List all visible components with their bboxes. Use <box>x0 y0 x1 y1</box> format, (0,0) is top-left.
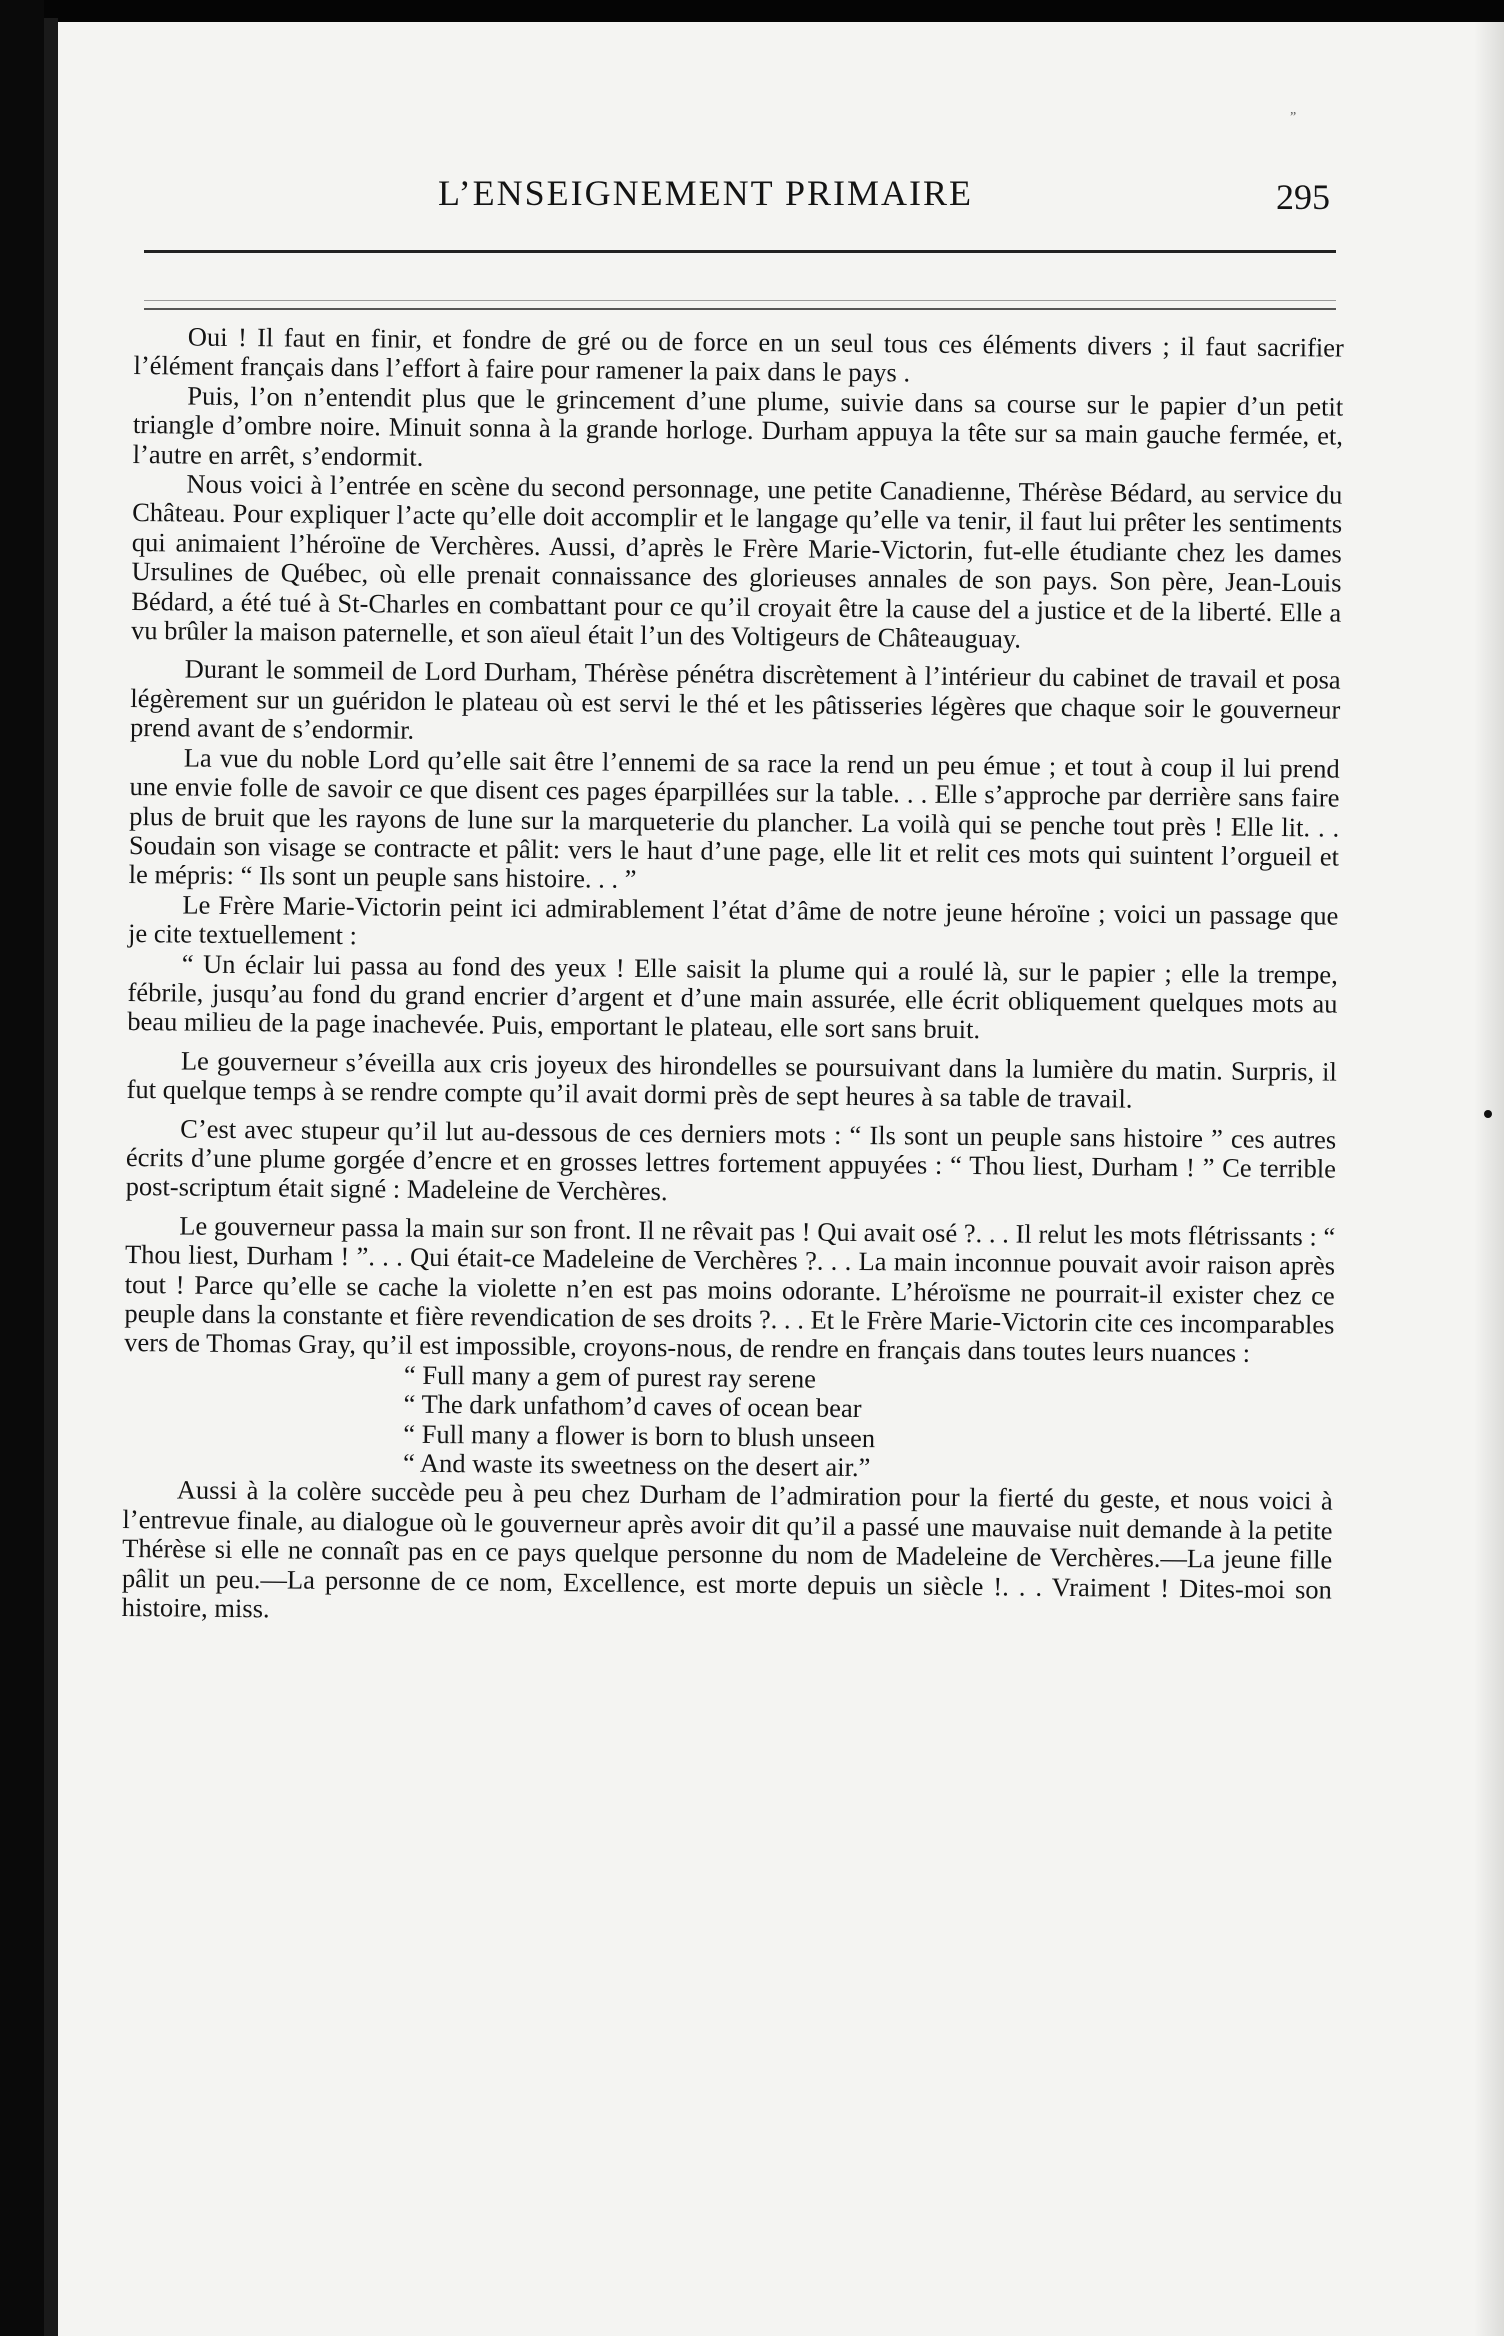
poem-line: “ Full many a gem of purest ray serene <box>403 1359 817 1394</box>
page-body <box>122 322 1344 1634</box>
header-rule-thick <box>144 250 1336 253</box>
paragraph: Le Frère Marie-Victorin peint ici admirablement l’état d’âme de notre jeune héroïne ; voici un passage que je cite textuellement : <box>127 889 1339 951</box>
header-rule-double <box>144 308 1336 310</box>
running-title: L’ENSEIGNEMENT PRIMAIRE <box>438 173 974 213</box>
paragraph: Le gouverneur s’éveilla aux cris joyeux des hirondelles se poursuivant dans la lumière du matin. Surpris, il fut quelque temps à se rendre compte qu’il avait dormi près de sept heures à sa table de travail. <box>126 1045 1338 1114</box>
scan-top-border <box>0 0 1504 22</box>
paragraph: Nous voici à l’entrée en scène du second personnage, une petite Canadienne, Thérèse Bédard, au service du Château. Pour expliquer l’acte qu’elle doit accomplir et le langage qu’elle va tenir, il faut lui prêter les sentiments qui animaient l’héroïne de Verchères. Aussi, d’après le Frère Marie-Victorin, fut-elle étudiante chez les dames Ursulines de Québec, où elle prenait connaissance des glorieuses annales de son pays. Son père, Jean-Louis Bédard, a été tué à St-Charles en combattant pour ce qu’il croyait être la cause del a justice et de la liberté. Elle a vu brûler la maison paternelle, et son aïeul était l’un des Voltigeurs de Châteauguay. <box>130 468 1343 654</box>
paragraph: La vue du noble Lord qu’elle sait être l’ennemi de sa race la rend un peu émue ; et tout à coup il lui prend une envie folle de savoir ce que disent ces pages éparpillées sur la table. . . Elle s’approche par derrière sans faire plus de bruit que les rayons de lune sur la marqueterie du plancher. La voilà qui se penche tout près ! Elle lit. . . Soudain son visage se contracte et pâlit: vers le haut d’une page, elle lit et relit ces mots qui suintent l’orgueil et le mépris: “ Ils sont un peuple sans histoire. . . ” <box>128 742 1340 895</box>
paragraph: C’est avec stupeur qu’il lut au-dessous de ces derniers mots : “ Ils sont un peuple sans histoire ” ces autres écrits d’une plume gorgée d’encre et en grosses lettres fortement appuyées : “ Thou liest, Durham ! ” Ce terrible post-scriptum était signé : Madeleine de Verchères. <box>125 1113 1337 1207</box>
book-spine-shadow <box>0 0 44 2336</box>
page-header <box>58 172 1504 232</box>
page-edge-shadow <box>1474 22 1504 2336</box>
closing-paragraph: Aussi à la colère succède peu à peu chez Durham de l’admiration pour la fierté du geste, et nous voici à l’entrevue finale, au dialogue où le gouverneur après avoir dit qu’il a passé une mauvaise nuit demande à la petite Thérèse si elle ne connaît pas en ce pays quelque personne du nom de Madeleine de Verchères.—La jeune fille pâlit un peu.—La personne de ce nom, Excellence, est morte depuis un siècle !. . . Vraiment ! Dites-moi son histoire, miss. <box>121 1474 1333 1624</box>
page-number: 295 <box>1276 177 1330 217</box>
poem-quotation <box>403 1360 1334 1487</box>
poem-line: “ The dark unfathom’d caves of ocean bear <box>403 1388 862 1424</box>
paragraph: Puis, l’on n’entendit plus que le grincement d’une plume, suivie dans sa course sur le papier d’un petit triangle d’ombre noire. Minuit sonna à la grande horloge. Durham appuya la tête sur sa main gauche fermée, et, l’autre en arrêt, s’endormit. <box>132 380 1344 472</box>
paragraph: Oui ! Il faut en finir, et fondre de gré ou de force en un seul tous ces éléments divers ; il faut sacrifier l’élément français dans l’effort à faire pour ramener la paix dans le pays . <box>133 321 1344 388</box>
paragraph: Le gouverneur passa la main sur son front. Il ne rêvait pas ! Qui avait osé ?. . . Il relut les mots flétrissants : “ Thou liest, Durham ! ”. . . Qui était-ce Madeleine de Verchères ?. . . La main inconnue pouvait avoir raison après tout ! Parce qu’elle se cache la violette n’en est pas moins odorante. L’héroïsme ne pourrait-il exister chez ce peuple dans la constante et fière revendication de ses droits ?. . . Et le Frère Marie-Victorin cite ces incomparables vers de Thomas Gray, qu’il est impossible, croyons-nous, de rendre en français dans toutes leurs nuances : <box>124 1210 1336 1369</box>
quoted-passage: “ Un éclair lui passa au fond des yeux ! Elle saisit la plume qui a roulé là, sur le papier ; elle la trempe, fébrile, jusqu’au fond du grand encrier d’argent et d’une main assurée, elle écrit obliquement quelques mots au beau milieu de la page inachevée. Puis, emportant le plateau, elle sort sans bruit. <box>127 948 1338 1045</box>
poem-line: “ Full many a flower is born to blush unseen <box>403 1418 876 1453</box>
header-rule-thin <box>144 300 1336 301</box>
scan-speck: ” <box>1290 110 1297 125</box>
paragraph: Durant le sommeil de Lord Durham, Thérèse pénétra discrètement à l’intérieur du cabinet de travail et posa légèrement sur un guéridon le plateau où est servi le thé et les pâtisseries légères que chaque soir le gouverneur prend avant de s’endormir. <box>129 653 1341 745</box>
book-page <box>58 22 1504 2336</box>
book-gutter-edge <box>44 18 58 2336</box>
poem-line: “ And waste its sweetness on the desert air.” <box>402 1447 871 1483</box>
margin-mark <box>1484 1110 1492 1118</box>
